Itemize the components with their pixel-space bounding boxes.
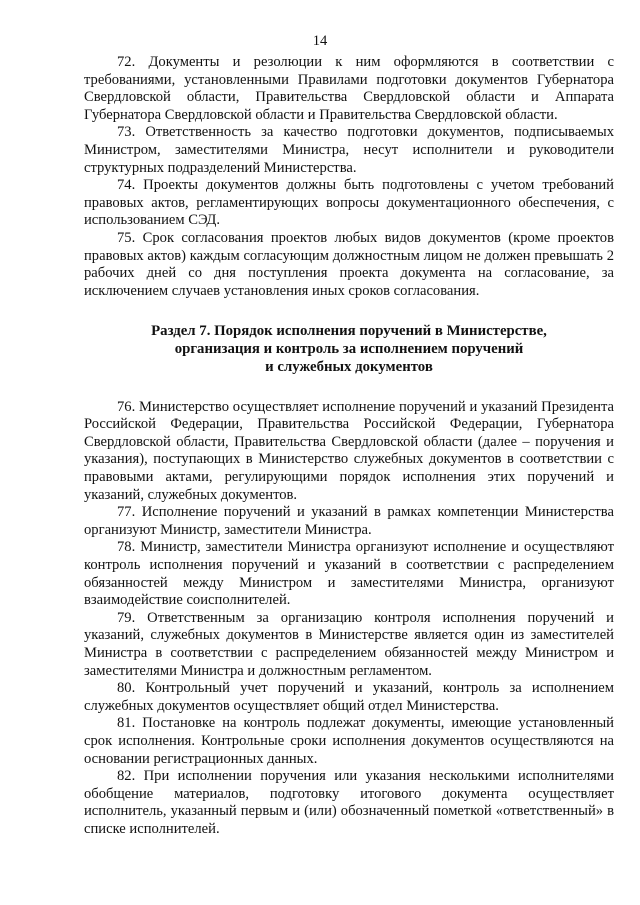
paragraph-74: 74. Проекты документов должны быть подготовлены с учетом требований правовых актов, регламентирующих вопросы документационного обеспечения, с использованием СЭД. <box>84 177 614 229</box>
paragraph-75: 75. Срок согласования проектов любых видов документов (кроме проектов правовых актов) каждым согласующим должностным лицом не должен превышать 2 рабочих дней со дня поступления проекта документа на согласование, за исключением случаев установления иных сроков согласования. <box>84 229 614 299</box>
paragraph-79: 79. Ответственным за организацию контроля исполнения поручений и указаний, служебных документов в Министерстве является один из заместителей Министра в соответствии с распределением обязанностей между Министром и заместителями Министра и должностным регламентом. <box>84 609 614 679</box>
section-heading-line-2: организация и контроль за исполнением поручений <box>174 341 524 358</box>
paragraph-77: 77. Исполнение поручений и указаний в рамках компетенции Министерства организуют Министр, заместители Министра. <box>84 504 614 538</box>
paragraph-80: 80. Контрольный учет поручений и указаний, контроль за исполнением служебных документов осуществляет общий отдел Министерства. <box>84 680 614 714</box>
paragraph-76: 76. Министерство осуществляет исполнение поручений и указаний Президента Российской Федерации, Правительства Российской Федерации, Губернатора Свердловской области, Правительства Свердловской области (далее – поручения и указания), поступающих в Министерство служебных документов в соответствии с правовыми актами, регулирующими порядок исполнения этих поручений и указаний, служебных документов. <box>84 398 614 503</box>
paragraph-78: 78. Министр, заместители Министра организуют исполнение и осуществляют контроль исполнения поручений и указаний в соответствии с распределением обязанностей между Министром и заместителями Министра, организуют взаимодействие соисполнителей. <box>84 539 614 609</box>
section-heading <box>84 323 614 376</box>
paragraph-81: 81. Постановке на контроль подлежат документы, имеющие установленный срок исполнения. Контрольные сроки исполнения документов осуществляются на основании регистрационных данных. <box>84 715 614 767</box>
paragraph-72: 72. Документы и резолюции к ним оформляются в соответствии с требованиями, установленными Правилами подготовки документов Губернатора Свердловской области, Правительства Свердловской области и Аппарата Губернатора Свердловской области и Правительства Свердловской области. <box>84 54 614 123</box>
page-number: 14 <box>312 33 328 49</box>
section-heading-line-1: Раздел 7. Порядок исполнения поручений в Министерстве, <box>151 323 547 340</box>
document-body <box>84 54 614 839</box>
section-heading-line-3: и служебных документов <box>265 358 433 375</box>
paragraph-82: 82. При исполнении поручения или указания несколькими исполнителями обобщение материалов, подготовку итогового документа осуществляет исполнитель, указанный первым и (или) обозначенный пометкой «ответственный» в списке исполнителей. <box>84 768 614 837</box>
paragraph-73: 73. Ответственность за качество подготовки документов, подписываемых Министром, заместителями Министра, несут исполнители и руководители структурных подразделений Министерства. <box>84 124 614 176</box>
